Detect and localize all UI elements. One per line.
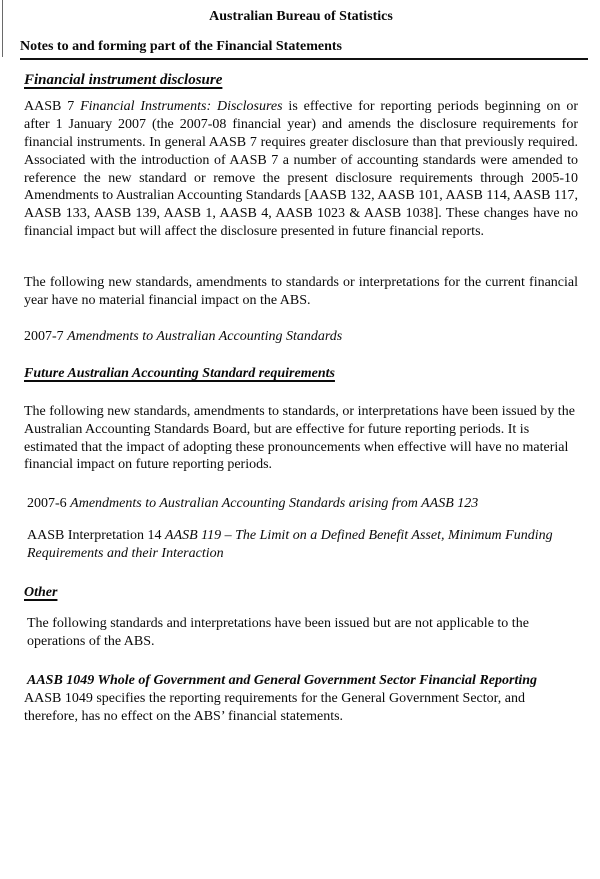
scan-artifact-line — [2, 0, 3, 57]
standard-item-interpretation-14-label: AASB Interpretation 14 — [27, 527, 166, 543]
section-heading-financial-instrument-disclosure: Financial instrument disclosure — [24, 71, 223, 88]
section-heading-future-requirements: Future Australian Accounting Standard requirements — [24, 366, 335, 382]
standard-item-interpretation-14-title: AASB 119 – The Limit on a Defined Benefit Asset, Minimum Funding Requirements and their Interaction — [27, 527, 553, 561]
standard-item-2007-6-number: 2007-6 — [27, 496, 71, 512]
paragraph-aasb7-run-post: is effective for reporting periods beginning on or after 1 January 2007 (the 2007-08 financial year) and amends the disclosure requirements for financial instruments. In general AASB 7 requires greater disclosure than that previously required. Associated with the introduction of AASB 7 a number of accounting standards were amended to reference the new standard or remove the present disclosure requirements through 2005-10 Amendments to Australian Accounting Standards [AASB 132, AASB 101, AASB 114, AASB 117, AASB 133, AASB 139, AASB 1, AASB 4, AASB 1023 & AASB 1038]. These changes have no financial impact but will affect the disclosure presented in future financial reports. — [24, 99, 578, 239]
paragraph-future-standards: The following new standards, amendments to standards, or interpretations have been issued by the Australian Accounting Standards Board, but are effective for future reporting periods. It is estimated that the impact of adopting these pronouncements when effective will have no material financial impact on future reporting periods. — [24, 403, 575, 473]
standard-item-2007-7 — [24, 328, 578, 346]
standard-item-2007-7-number: 2007-7 — [24, 329, 68, 345]
standard-item-2007-6 — [24, 495, 578, 513]
paragraph-not-applicable: The following standards and interpretations have been issued but are not applicable to the operations of the ABS. — [27, 616, 529, 650]
section-heading-other: Other — [24, 584, 58, 600]
standard-item-2007-7-title: Amendments to Australian Accounting Standards — [67, 329, 343, 345]
paragraph-current-year-impact: The following new standards, amendments to standards or interpretations for the current financial year have no material financial impact on the ABS. — [24, 274, 578, 308]
paragraph-aasb-1049-body: AASB 1049 specifies the reporting requirements for the General Government Sector, and therefore, has no effect on the ABS’ financial statements. — [24, 690, 525, 724]
paragraph-aasb7 — [24, 98, 578, 240]
paragraph-aasb7-run-italic-title: Financial Instruments: Disclosures — [80, 99, 283, 115]
notes-header: Notes to and forming part of the Financial Statements — [20, 38, 588, 60]
org-title: Australian Bureau of Statistics — [209, 9, 393, 24]
standard-item-2007-6-title: Amendments to Australian Accounting Standards arising from AASB 123 — [70, 496, 479, 512]
paragraph-aasb7-run-pre: AASB 7 — [24, 99, 81, 115]
standard-item-interpretation-14 — [24, 527, 578, 563]
subheading-aasb-1049: AASB 1049 Whole of Government and General Government Sector Financial Reporting — [27, 672, 538, 688]
